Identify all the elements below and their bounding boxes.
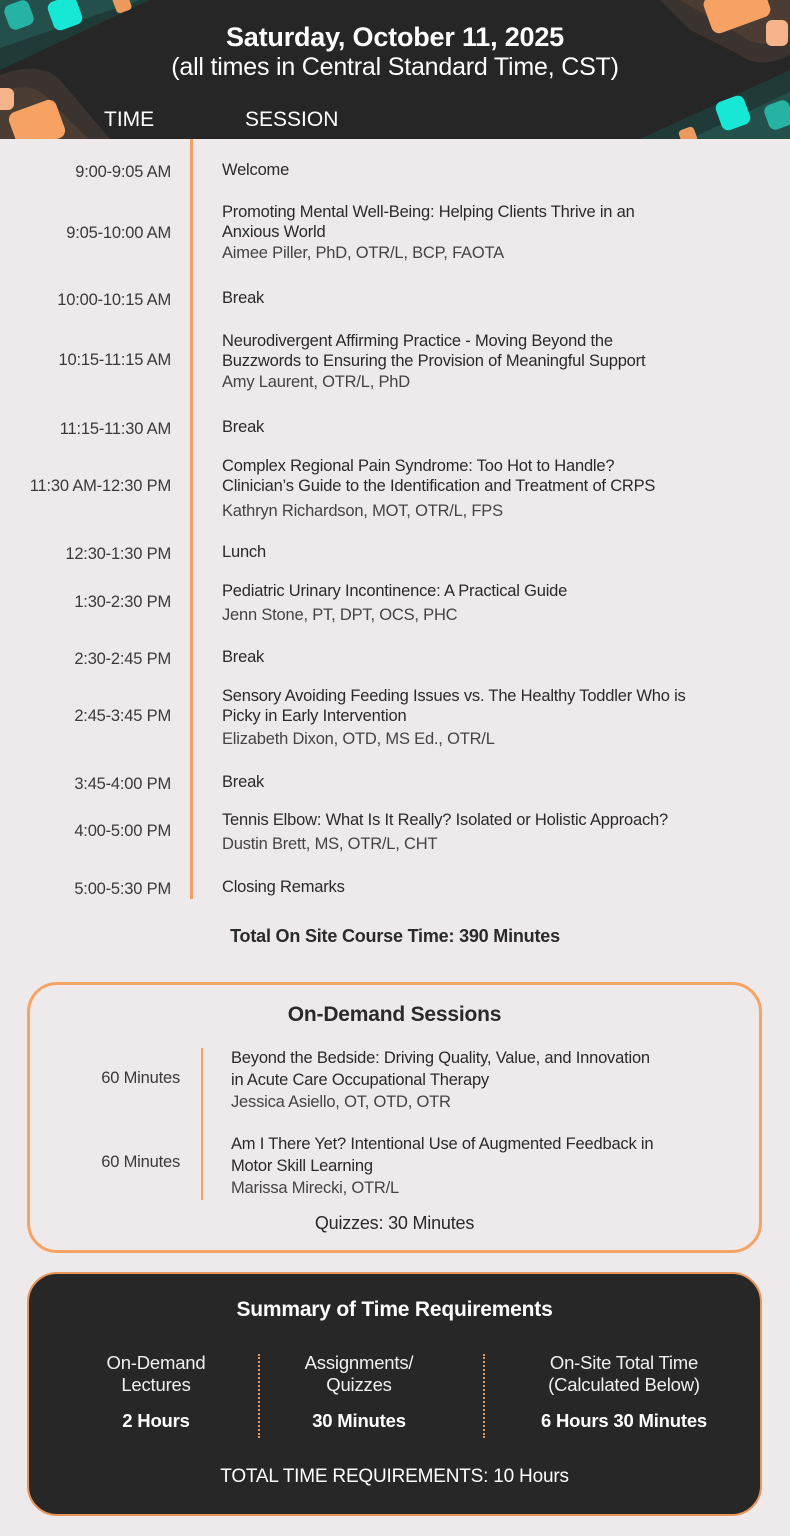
summary-label-line: Quizzes (326, 1374, 392, 1395)
session-title-line: Sensory Avoiding Feeding Issues vs. The Healthy Toddler Who is (222, 687, 686, 705)
session-time: 9:05-10:00 AM (66, 224, 171, 242)
session-time: 10:15-11:15 AM (58, 351, 171, 369)
timezone-subtitle: (all times in Central Standard Time, CST) (171, 53, 619, 81)
session-title-line: Am I There Yet? Intentional Use of Augmented Feedback in (231, 1135, 654, 1153)
session-title-line: Motor Skill Learning (231, 1157, 373, 1175)
summary-column-onsite (519, 1352, 729, 1432)
session-time: 1:30-2:30 PM (74, 593, 171, 611)
summary-value: 6 Hours 30 Minutes (540, 1410, 708, 1431)
summary-label-line: On-Demand (106, 1352, 206, 1373)
summary-label-line: On-Site Total Time (549, 1352, 699, 1373)
session-title-line: Buzzwords to Ensuring the Provision of Meaningful Support (222, 352, 646, 370)
session-title: Tennis Elbow: What Is It Really? Isolated or Holistic Approach? (222, 811, 668, 829)
session-duration: 60 Minutes (101, 1153, 180, 1171)
session-time: 10:00-10:15 AM (57, 291, 171, 309)
dotted-divider (258, 1354, 260, 1438)
session-time: 5:00-5:30 PM (74, 880, 171, 898)
session-title: Break (222, 289, 265, 307)
page-title: Saturday, October 11, 2025 (226, 22, 564, 52)
session-time: 4:00-5:00 PM (74, 822, 171, 840)
session-title-line: Neurodivergent Affirming Practice - Moving Beyond the (222, 332, 613, 350)
session-duration: 60 Minutes (101, 1069, 180, 1087)
session-title: Closing Remarks (222, 878, 345, 896)
summary-column-assignments (269, 1352, 449, 1432)
summary-title: Summary of Time Requirements (236, 1298, 553, 1321)
summary-label-line: Lectures (121, 1374, 191, 1395)
on-demand-divider (201, 1048, 203, 1200)
session-time: 11:30 AM-12:30 PM (29, 477, 171, 495)
summary-value: 30 Minutes (312, 1410, 406, 1431)
column-header-time: TIME (104, 108, 155, 131)
session-title: Welcome (222, 161, 290, 179)
session-speaker: Dustin Brett, MS, OTR/L, CHT (222, 835, 438, 853)
session-speaker: Jessica Asiello, OT, OTD, OTR (231, 1093, 451, 1111)
session-title-line: Clinician’s Guide to the Identification and Treatment of CRPS (222, 477, 656, 495)
session-title: Break (222, 773, 265, 791)
summary-column-on-demand (76, 1352, 236, 1432)
session-title-line: Beyond the Bedside: Driving Quality, Value, and Innovation (231, 1049, 650, 1067)
session-title: Pediatric Urinary Incontinence: A Practical Guide (222, 582, 568, 600)
session-speaker: Amy Laurent, OTR/L, PhD (222, 373, 410, 391)
session-time: 3:45-4:00 PM (74, 775, 171, 793)
summary-label-line: Assignments/ (304, 1352, 414, 1373)
on-demand-title: On-Demand Sessions (287, 1003, 502, 1026)
summary-label-line: (Calculated Below) (548, 1374, 700, 1395)
total-time-requirements: TOTAL TIME REQUIREMENTS: 10 Hours (220, 1466, 569, 1487)
session-title-line: Anxious World (222, 223, 326, 241)
session-speaker: Aimee Piller, PhD, OTR/L, BCP, FAOTA (222, 244, 504, 262)
session-title-line: Picky in Early Intervention (222, 707, 407, 725)
summary-panel (27, 1272, 762, 1516)
session-speaker: Jenn Stone, PT, DPT, OCS, PHC (222, 606, 458, 624)
session-speaker: Elizabeth Dixon, OTD, MS Ed., OTR/L (222, 730, 495, 748)
session-time: 12:30-1:30 PM (65, 545, 171, 563)
timeline-divider (190, 139, 193, 899)
session-title-line: Promoting Mental Well-Being: Helping Clients Thrive in an (222, 203, 635, 221)
quizzes-time: Quizzes: 30 Minutes (314, 1213, 475, 1233)
session-time: 9:00-9:05 AM (75, 163, 171, 181)
session-time: 2:45-3:45 PM (74, 707, 171, 725)
session-time: 11:15-11:30 AM (59, 420, 171, 438)
column-header-session: SESSION (245, 108, 339, 131)
summary-value: 2 Hours (122, 1410, 190, 1431)
dotted-divider (483, 1354, 485, 1438)
session-title-line: Complex Regional Pain Syndrome: Too Hot to Handle? (222, 457, 615, 475)
on-demand-sessions-panel (27, 982, 762, 1253)
session-speaker: Marissa Mirecki, OTR/L (231, 1179, 399, 1197)
session-title-line: in Acute Care Occupational Therapy (231, 1071, 489, 1089)
total-onsite-time: Total On Site Course Time: 390 Minutes (230, 926, 560, 946)
session-time: 2:30-2:45 PM (74, 650, 171, 668)
session-title: Break (222, 418, 265, 436)
session-speaker: Kathryn Richardson, MOT, OTR/L, FPS (222, 502, 503, 520)
session-title: Lunch (222, 543, 266, 561)
session-title: Break (222, 648, 265, 666)
header-banner (0, 0, 790, 139)
